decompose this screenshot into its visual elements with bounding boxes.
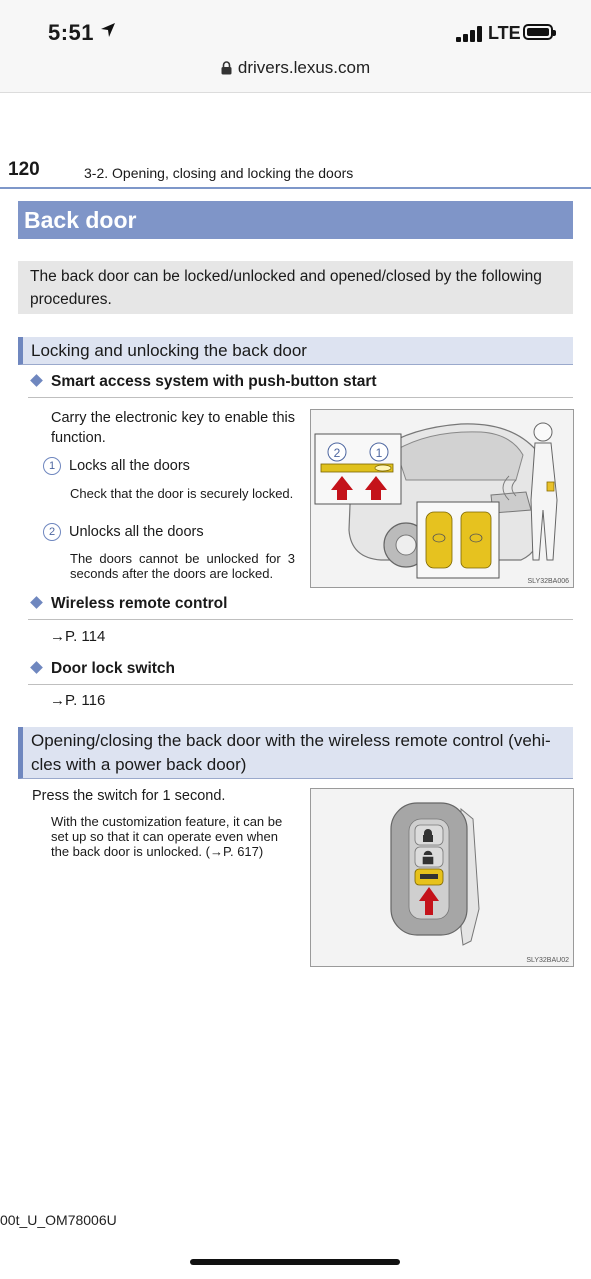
figure-code: SLY32BA006 [527,578,569,585]
lock-icon [221,61,232,75]
diamond-bullet-icon [30,374,43,387]
subheading-text: Smart access system with push-button start [51,373,377,390]
list-item-unlocks [43,522,204,542]
status-bar [0,0,591,93]
page-ref-link[interactable]: →P. 116 [50,692,106,709]
home-indicator[interactable] [190,1259,400,1265]
locks-note: Check that the door is securely locked. [70,486,294,501]
carry-key-text: Carry the electronic key to enable this function. [51,410,295,446]
location-arrow-icon [100,22,116,38]
section-heading-line: cles with a power back door) [31,755,247,774]
subheading-text: Door lock switch [51,660,176,677]
list-item-locks [43,456,190,476]
callout-2: 2 [333,446,341,460]
battery-icon [523,24,553,40]
subheading-wireless-remote [28,591,573,620]
section-heading-line: Opening/closing the back door with the wireless remote control (vehi- [31,731,551,750]
figure-code: SLY32BAU02 [526,957,569,964]
signal-strength-icon [456,26,486,42]
diamond-bullet-icon [30,596,43,609]
figure-smart-access [310,409,574,588]
page-ref-link[interactable]: →P. 114 [50,628,106,645]
list-item-text: Locks all the doors [69,458,190,474]
section-heading-locking: Locking and unlocking the back door [18,337,573,365]
press-switch-text: Press the switch for 1 second. [32,788,226,804]
figure-key-fob [310,788,574,967]
intro-box: The back door can be locked/unlocked and opened/closed by the following procedures. [18,261,573,314]
diamond-bullet-icon [30,661,43,674]
list-item-text: Unlocks all the doors [69,524,204,540]
address-bar[interactable] [0,58,591,78]
customization-note: With the customization feature, it can be set up so that it can operate even when the back door is unlocked. (→P. 617) [51,814,283,859]
unlocks-note: The doors cannot be unlocked for 3 seconds after the doors are locked. [70,551,295,581]
page-title: Back door [18,201,573,239]
chapter-title: 3-2. Opening, closing and locking the doors [84,165,354,181]
subheading-door-lock-switch [28,656,573,685]
url-text: drivers.lexus.com [237,58,371,77]
callout-1: 1 [375,446,383,460]
network-type: LTE [488,23,521,43]
document-footer-code: 00t_U_OM78006U [0,1212,117,1228]
clock: 5:51 [48,20,95,45]
key-fob-illustration [311,789,573,966]
car-back-door-illustration [311,410,573,587]
header-rule [0,187,591,189]
number-badge: 1 [43,457,61,475]
subheading-text: Wireless remote control [51,595,228,612]
subheading-smart-access [28,369,573,398]
section-heading-opening [18,727,573,779]
number-badge: 2 [43,523,61,541]
page-number: 120 [8,159,40,180]
